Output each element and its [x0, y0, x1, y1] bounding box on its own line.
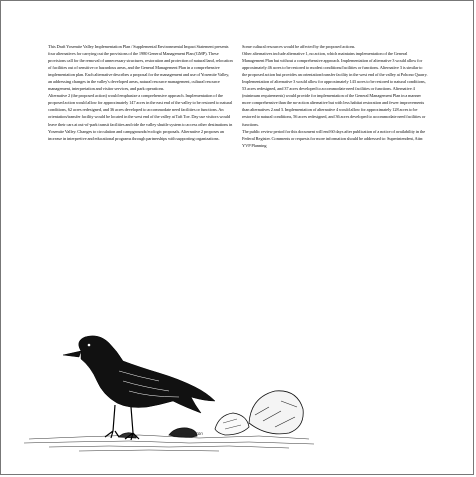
column-right	[242, 43, 428, 149]
paragraph: Alternative 2 (the proposed action) would emphasize a comprehensive approach. Implementation of the proposed action would allow for approximately 147 acres in the east end of the valley to be restored to natural conditions, 62 acres redesigned, and 36 acres developed to accommodate need facilities or functions. An orientation/transfer facility would be located in the west end of the valley at Taft Toe. Day use visitors would leave their cars at out-of-park transit facilities and ride the valley shuttle system to access other destinations in Yosemite Valley. Changes to circulation and campgrounds/ecologic proposals. Alternative 2 proposes an increase in interpretive and educational programs through partnerships with supporting organizations.	[48, 93, 233, 141]
paragraph: Some cultural resources would be affected by the proposed actions.	[242, 44, 356, 49]
raven-eye	[88, 344, 91, 347]
paragraph: This Draft Yosemite Valley Implementation Plan / Supplemental Environmental Impact Statement presents four alternatives for carrying out the provisions of the 1980 General Management Plan (GMP). These provisions call for the removal of unnecessary structures, restoration and protection of natural land, relocation of facilities out of sensitive or hazardous areas, and the General Management Plan in a comprehensive implementation plan. Each alternative describes a proposal for the management and use of Yosemite Valley, an addressing changes in the valley's developed areas, natural resource management, cultural resource management, interpretation and visitor services, and park operations.	[48, 44, 233, 92]
illustration-signature: Renee Swanson	[171, 431, 203, 436]
ground-hatching	[24, 435, 314, 451]
raven	[63, 336, 215, 440]
paragraph: The public review period for this document will end 60 days after publication of a notice of availability in the Federal Register. Comments or requests for more information should be addressed to: Superintendent, Attn: YVP Planning	[242, 128, 426, 148]
text-columns	[48, 43, 428, 149]
raven-on-rocks-illustration	[19, 311, 319, 461]
paragraph: Other alternatives include alternative 1, no action, which maintains implementation of the General Management Plan but without a comprehensive approach. Implementation of alternative 3 would allow for approximately 46 acres to be restored to modest conditions/facilities or functions. Alternative 3 is similar to the proposed action but provides an orientation/transfer facility in the west end of the valley at Pohono Quarry. Implementation of alternative 3 would allow for approximately 143 acres to be restored to natural conditions, 53 acres redesigned, and 37 acres developed to accommodate need facilities or functions. Alternative 4 (minimum requirements) would provide for implementation of the General Management Plan in a manner more comprehensive than the no-action alternative but with less habitat restoration and fewer improvements than alternatives 2 and 3. Implementation of alternative 4 would allow for approximately 128 acres to be restored to natural conditions, 56 acres redesigned, and 36 acres developed to accommodate need facilities or functions.	[242, 51, 428, 127]
column-left	[48, 43, 234, 149]
